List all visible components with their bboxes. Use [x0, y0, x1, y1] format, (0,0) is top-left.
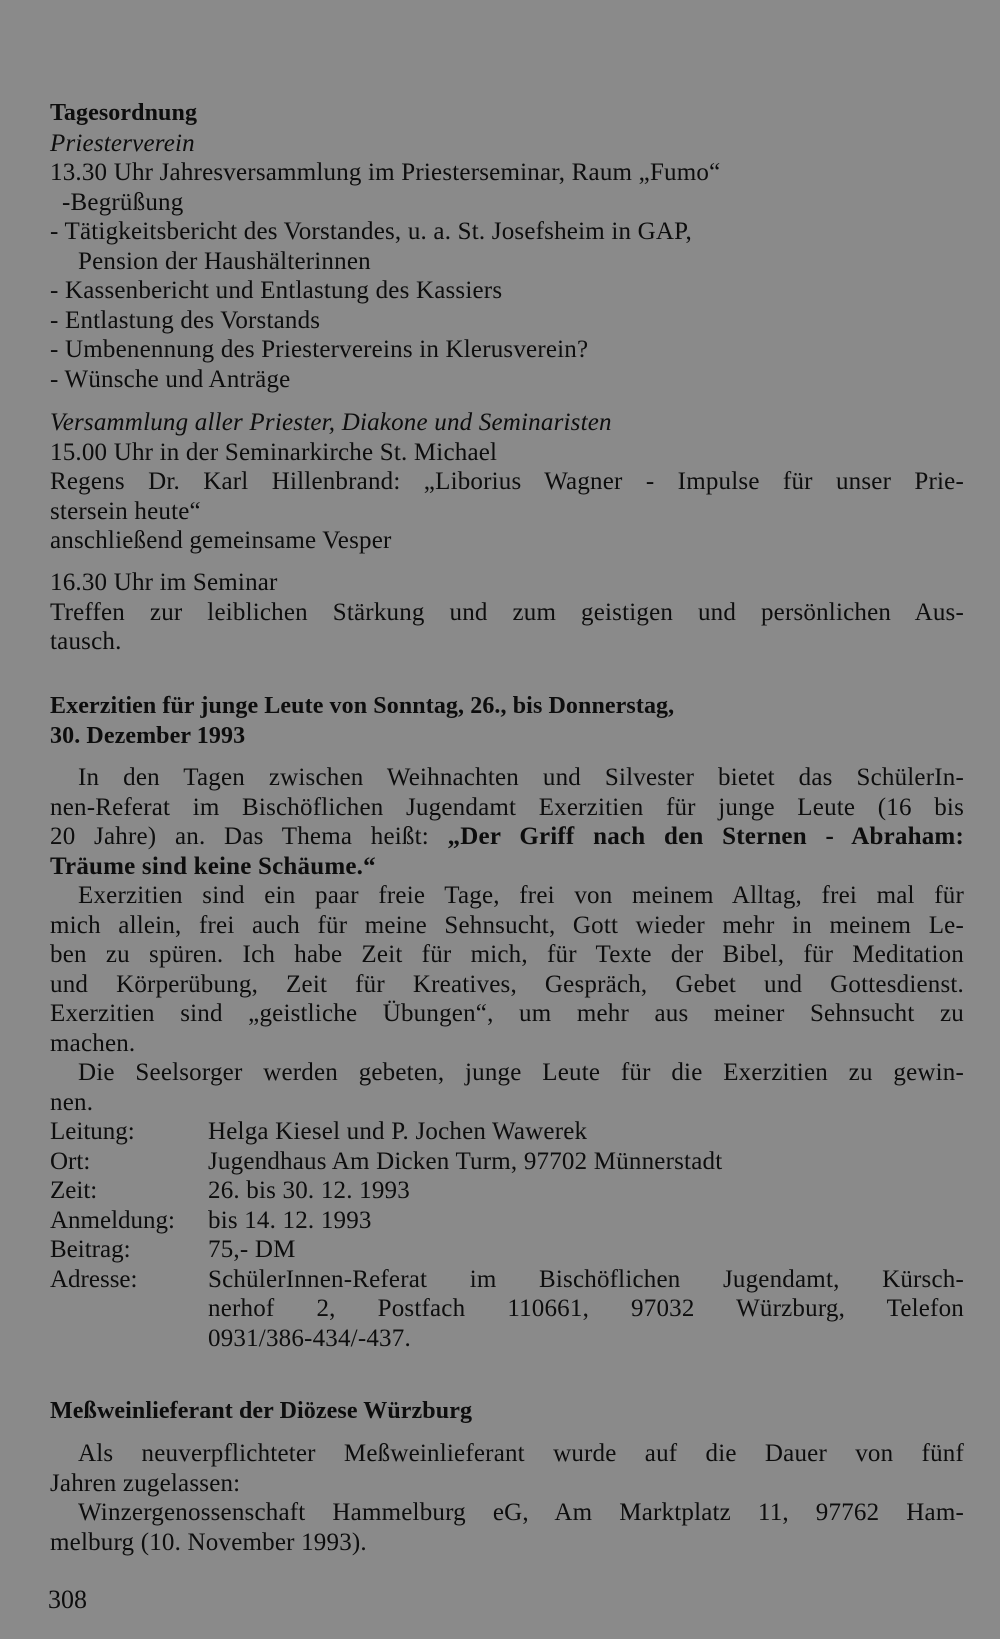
- info-label: Adresse:: [50, 1265, 138, 1293]
- wine-title: Meßweinlieferant der Diözese Würzburg: [50, 1398, 473, 1424]
- info-label: Ort:: [50, 1147, 91, 1175]
- info-label: Anmeldung:: [50, 1206, 175, 1234]
- agenda-line: 13.30 Uhr Jahresversammlung im Priesterseminar, Raum „Fumo“: [50, 159, 721, 186]
- meeting-section: [50, 568, 964, 657]
- assembly-line: anschließend gemeinsame Vesper: [50, 527, 392, 554]
- agenda-line: -Begrüßung: [62, 188, 184, 216]
- paragraph-text: 20 Jahre) an. Das Thema heißt:: [50, 823, 448, 850]
- paragraph-line: [50, 822, 964, 852]
- paragraph-line: In den Tagen zwischen Weihnachten und Silvester bietet das SchülerIn-: [78, 764, 964, 791]
- info-value: Helga Kiesel und P. Jochen Wawerek: [208, 1118, 588, 1145]
- retreat-body: [50, 763, 964, 1353]
- paragraph-line: melburg (10. November 1993).: [50, 1528, 367, 1556]
- assembly-section: [50, 408, 964, 556]
- paragraph-line: Winzergenossenschaft Hammelburg eG, Am Marktplatz 11, 97762 Ham-: [78, 1499, 964, 1526]
- retreat-title: 30. Dezember 1993: [50, 722, 246, 749]
- info-value: SchülerInnen-Referat im Bischöflichen Jugendamt, Kürsch-: [208, 1265, 964, 1293]
- paragraph-line: Als neuverpflichteter Meßweinlieferant wurde auf die Dauer von fünf: [78, 1440, 964, 1467]
- agenda-line: - Wünsche und Anträge: [50, 365, 291, 393]
- paragraph-line: und Körperübung, Zeit für Kreatives, Gespräch, Gebet und Gottesdienst.: [50, 970, 964, 998]
- paragraph-line: Exerzitien sind „geistliche Übungen“, um mehr aus meiner Sehnsucht zu: [50, 1000, 964, 1027]
- agenda-subtitle: Priesterverein: [50, 129, 195, 157]
- info-row-zeit: [50, 1176, 964, 1206]
- info-value: bis 14. 12. 1993: [208, 1206, 372, 1234]
- info-row-adresse: [50, 1265, 964, 1354]
- agenda-line: - Tätigkeitsbericht des Vorstandes, u. a. St. Josefsheim in GAP,: [50, 218, 692, 245]
- meeting-line: Treffen zur leiblichen Stärkung und zum geistigen und persönlichen Aus-: [50, 598, 964, 626]
- paragraph-line: machen.: [50, 1029, 136, 1057]
- paragraph-line: mich allein, frei auch für meine Sehnsucht, Gott wieder mehr in meinem Le-: [50, 911, 964, 939]
- meeting-line: tausch.: [50, 628, 122, 655]
- meeting-line: 16.30 Uhr im Seminar: [50, 569, 278, 596]
- paragraph-line: Exerzitien sind ein paar freie Tage, frei von meinem Alltag, frei mal für: [78, 882, 964, 909]
- paragraph-line: Die Seelsorger werden gebeten, junge Leute für die Exerzitien zu gewin-: [78, 1059, 964, 1086]
- retreat-section: [50, 692, 964, 751]
- agenda-line: Pension der Haushälterinnen: [78, 247, 371, 275]
- assembly-line: 15.00 Uhr in der Seminarkirche St. Michael: [50, 438, 498, 466]
- assembly-line: Regens Dr. Karl Hillenbrand: „Liborius Wagner - Impulse für unser Prie-: [50, 468, 964, 495]
- paragraph-line: nen.: [50, 1088, 94, 1116]
- agenda-title: Tagesordnung: [50, 100, 198, 126]
- info-label: Beitrag:: [50, 1236, 131, 1263]
- wine-section: [50, 1397, 964, 1427]
- agenda-line: - Entlastung des Vorstands: [50, 306, 321, 334]
- wine-body: [50, 1439, 964, 1557]
- paragraph-line: ben zu spüren. Ich habe Zeit für mich, für Texte der Bibel, für Meditation: [50, 941, 964, 968]
- info-value: 0931/386-434/-437.: [208, 1324, 411, 1352]
- info-value: Jugendhaus Am Dicken Turm, 97702 Münnerstadt: [208, 1147, 723, 1175]
- agenda-section: [50, 99, 964, 394]
- info-label: Leitung:: [50, 1118, 135, 1145]
- retreat-theme: Träume sind keine Schäume.“: [50, 852, 376, 880]
- paragraph-line: nen-Referat im Bischöflichen Jugendamt Exerzitien für junge Leute (16 bis: [50, 793, 964, 821]
- assembly-subtitle: Versammlung aller Priester, Diakone und Seminaristen: [50, 409, 612, 436]
- retreat-title: Exerzitien für junge Leute von Sonntag, 26., bis Donnerstag,: [50, 693, 675, 719]
- assembly-line: stersein heute“: [50, 497, 201, 525]
- agenda-line: - Kassenbericht und Entlastung des Kassiers: [50, 277, 503, 304]
- page-number: 308: [48, 1585, 87, 1614]
- info-value: nerhof 2, Postfach 110661, 97032 Würzburg, Telefon: [208, 1295, 964, 1322]
- info-row-beitrag: [50, 1235, 964, 1265]
- info-value: 26. bis 30. 12. 1993: [208, 1177, 410, 1204]
- info-value: 75,- DM: [208, 1236, 296, 1263]
- info-row-leitung: [50, 1117, 964, 1147]
- info-row-ort: [50, 1147, 964, 1177]
- info-row-anmeldung: [50, 1206, 964, 1236]
- agenda-line: - Umbenennung des Priestervereins in Klerusverein?: [50, 336, 589, 363]
- info-label: Zeit:: [50, 1177, 98, 1204]
- retreat-theme: „Der Griff nach den Sternen - Abraham:: [447, 823, 964, 850]
- paragraph-line: Jahren zugelassen:: [50, 1469, 241, 1497]
- retreat-info-table: [50, 1117, 964, 1353]
